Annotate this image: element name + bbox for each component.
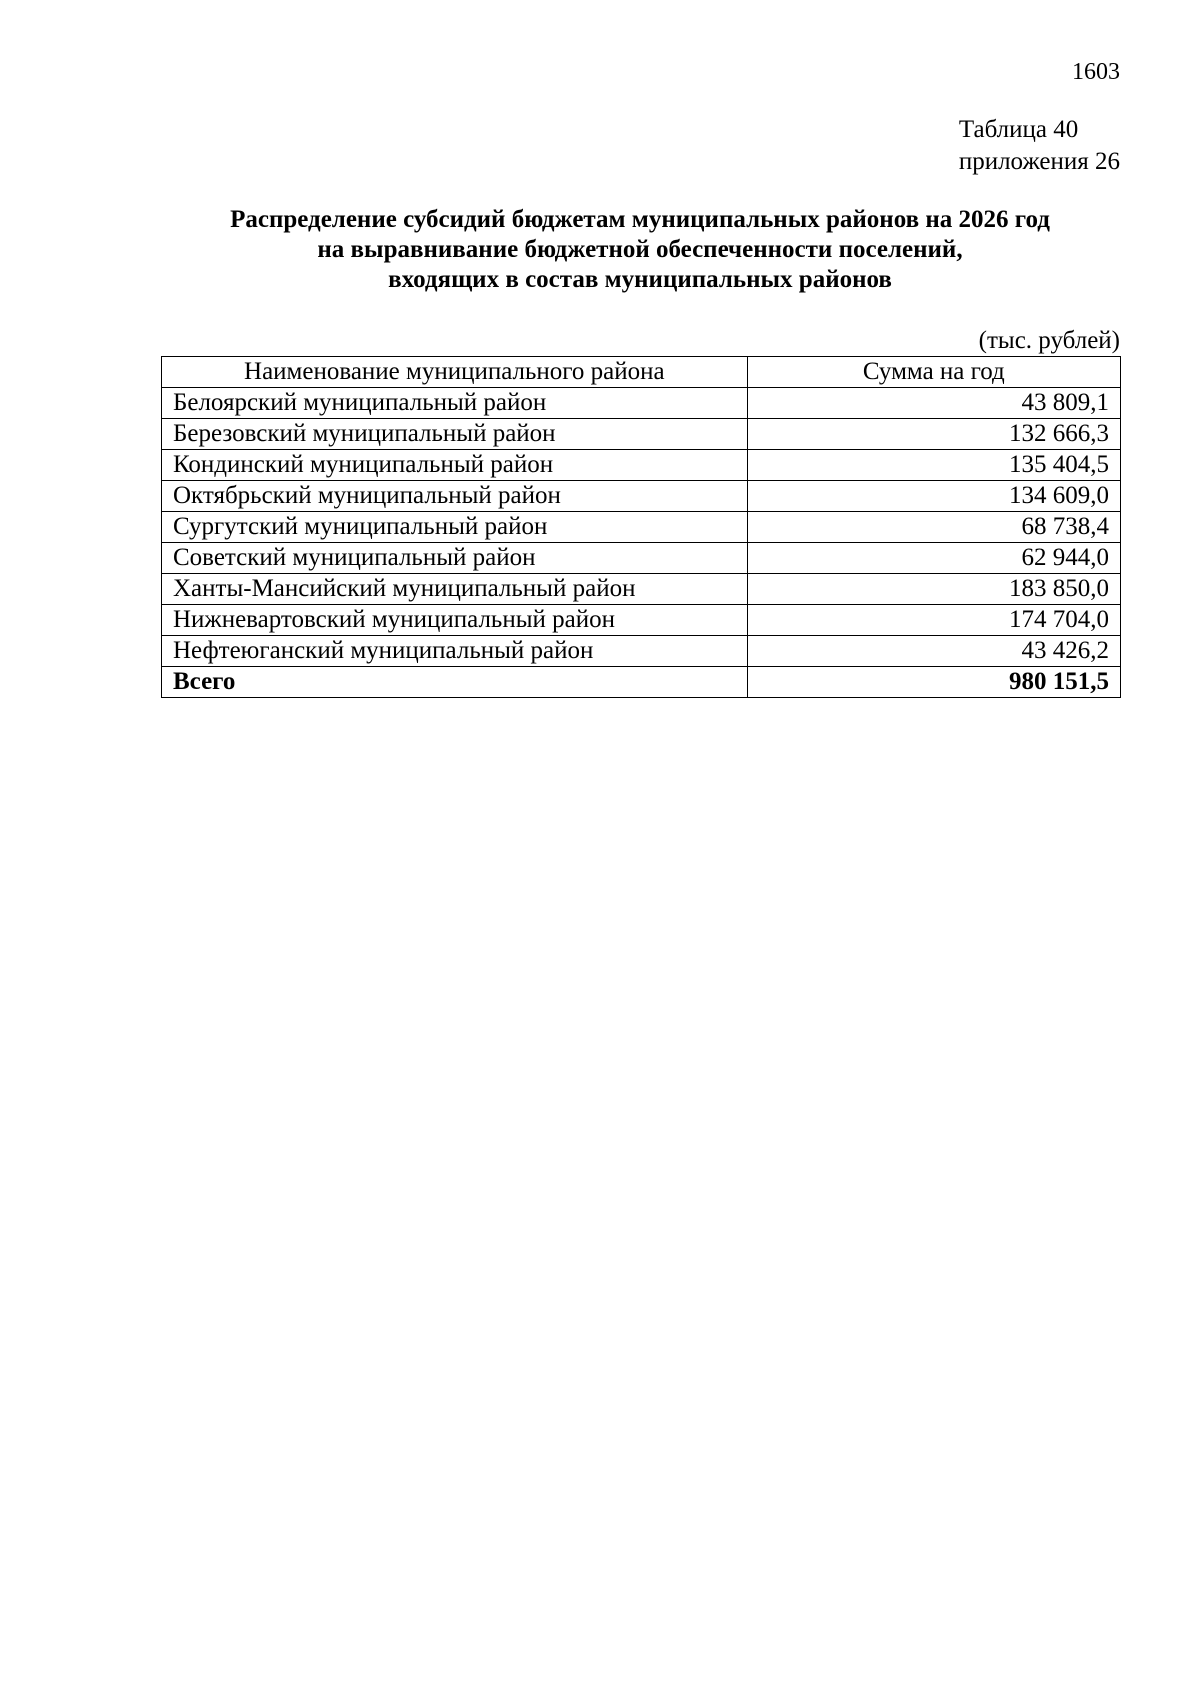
table-row xyxy=(162,574,1121,605)
table-reference-appendix: приложения 26 xyxy=(958,148,1120,175)
table-row xyxy=(162,419,1121,450)
column-header-name: Наименование муниципального района xyxy=(162,357,748,388)
table-row xyxy=(162,605,1121,636)
district-name-cell: Березовский муниципальный район xyxy=(162,419,748,450)
district-sum-cell: 183 850,0 xyxy=(747,574,1120,605)
document-title-line-3: входящих в состав муниципальных районов xyxy=(388,266,892,293)
table-row xyxy=(162,388,1121,419)
district-sum-cell: 174 704,0 xyxy=(747,605,1120,636)
district-sum-cell: 43 426,2 xyxy=(747,636,1120,667)
district-sum-cell: 134 609,0 xyxy=(747,481,1120,512)
district-name-cell: Белоярский муниципальный район xyxy=(162,388,748,419)
table-row xyxy=(162,512,1121,543)
district-name-cell: Кондинский муниципальный район xyxy=(162,450,748,481)
distribution-table xyxy=(161,356,1121,698)
district-name-cell: Октябрьский муниципальный район xyxy=(162,481,748,512)
total-label-cell: Всего xyxy=(162,667,748,698)
table-row xyxy=(162,450,1121,481)
district-sum-cell: 62 944,0 xyxy=(747,543,1120,574)
district-name-cell: Сургутский муниципальный район xyxy=(162,512,748,543)
document-title-line-1: Распределение субсидий бюджетам муниципальных районов на 2026 год xyxy=(230,206,1050,233)
table-row xyxy=(162,481,1121,512)
table-reference-number: Таблица 40 xyxy=(958,116,1079,143)
district-sum-cell: 135 404,5 xyxy=(747,450,1120,481)
page-number: 1603 xyxy=(1072,59,1120,85)
column-header-sum: Сумма на год xyxy=(747,357,1120,388)
document-title xyxy=(160,205,1120,295)
document-title-line-2: на выравнивание бюджетной обеспеченности поселений, xyxy=(317,236,963,263)
table-row xyxy=(162,636,1121,667)
total-sum-cell: 980 151,5 xyxy=(747,667,1120,698)
unit-note: (тыс. рублей) xyxy=(978,327,1120,354)
total-row xyxy=(162,667,1121,698)
district-name-cell: Ханты-Мансийский муниципальный район xyxy=(162,574,748,605)
district-sum-cell: 132 666,3 xyxy=(747,419,1120,450)
district-name-cell: Советский муниципальный район xyxy=(162,543,748,574)
table-reference xyxy=(959,114,1120,178)
district-sum-cell: 68 738,4 xyxy=(747,512,1120,543)
table-header-row xyxy=(162,357,1121,388)
table-row xyxy=(162,543,1121,574)
district-sum-cell: 43 809,1 xyxy=(747,388,1120,419)
district-name-cell: Нефтеюганский муниципальный район xyxy=(162,636,748,667)
district-name-cell: Нижневартовский муниципальный район xyxy=(162,605,748,636)
